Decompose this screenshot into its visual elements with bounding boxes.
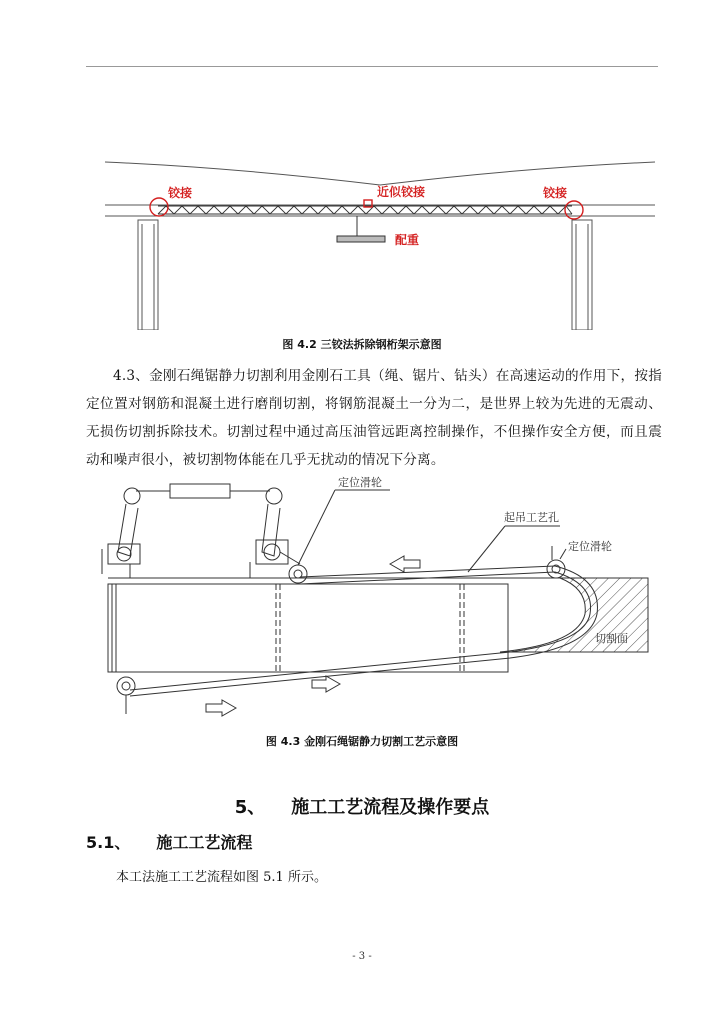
figure-4-2-caption: 图 4.2 三铰法拆除钢桁架示意图 [282, 338, 442, 351]
figure-4-2-truss-diagram [100, 140, 660, 330]
label-weight: 配重 [395, 233, 420, 247]
arrow-right-upper [312, 676, 340, 692]
section-4-3-paragraph [86, 362, 662, 474]
label-hinge-left: 铰接 [168, 186, 193, 200]
label-lifting-hole: 起吊工艺孔 [504, 511, 559, 524]
arrow-left [390, 556, 420, 572]
section-5-1-heading [86, 830, 252, 853]
label-cut-face: 切割面 [595, 632, 628, 645]
page-number: - 3 - [352, 951, 372, 962]
label-pulley-right: 定位滑轮 [568, 540, 612, 553]
section-5-title: 施工工艺流程及操作要点 [291, 797, 490, 818]
label-hinge-mid: 近似铰接 [377, 185, 426, 199]
section-5-1-text: 本工法施工工艺流程如图 5.1 所示。 [116, 870, 327, 885]
section-5-number: 5、 [234, 797, 266, 818]
figure-4-3-wire-saw-diagram [90, 474, 665, 724]
section-5-1-number: 5.1、 [86, 833, 131, 852]
section-5-heading [0, 793, 724, 819]
label-pulley-top: 定位滑轮 [338, 476, 382, 489]
label-hinge-right: 铰接 [543, 186, 568, 200]
section-5-1-title: 施工工艺流程 [156, 833, 253, 852]
paragraph-text: 4.3、金刚石绳锯静力切割利用金刚石工具（绳、锯片、钻头）在高速运动的作用下，按指定位置对钢筋和混凝土进行磨削切割，将钢筋混凝土一分为二，是世界上较为先进的无震动、无损伤切割拆除技术。切割过程中通过高压油管远距离控制操作，不但操作安全方便，而且震动和噪声很小，被切割物体能在几乎无扰动的情况下分离。 [86, 368, 662, 468]
arrow-right-lower [206, 700, 236, 716]
figure-4-3-caption: 图 4.3 金刚石绳锯静力切割工艺示意图 [265, 735, 459, 748]
header-rule [86, 66, 658, 67]
